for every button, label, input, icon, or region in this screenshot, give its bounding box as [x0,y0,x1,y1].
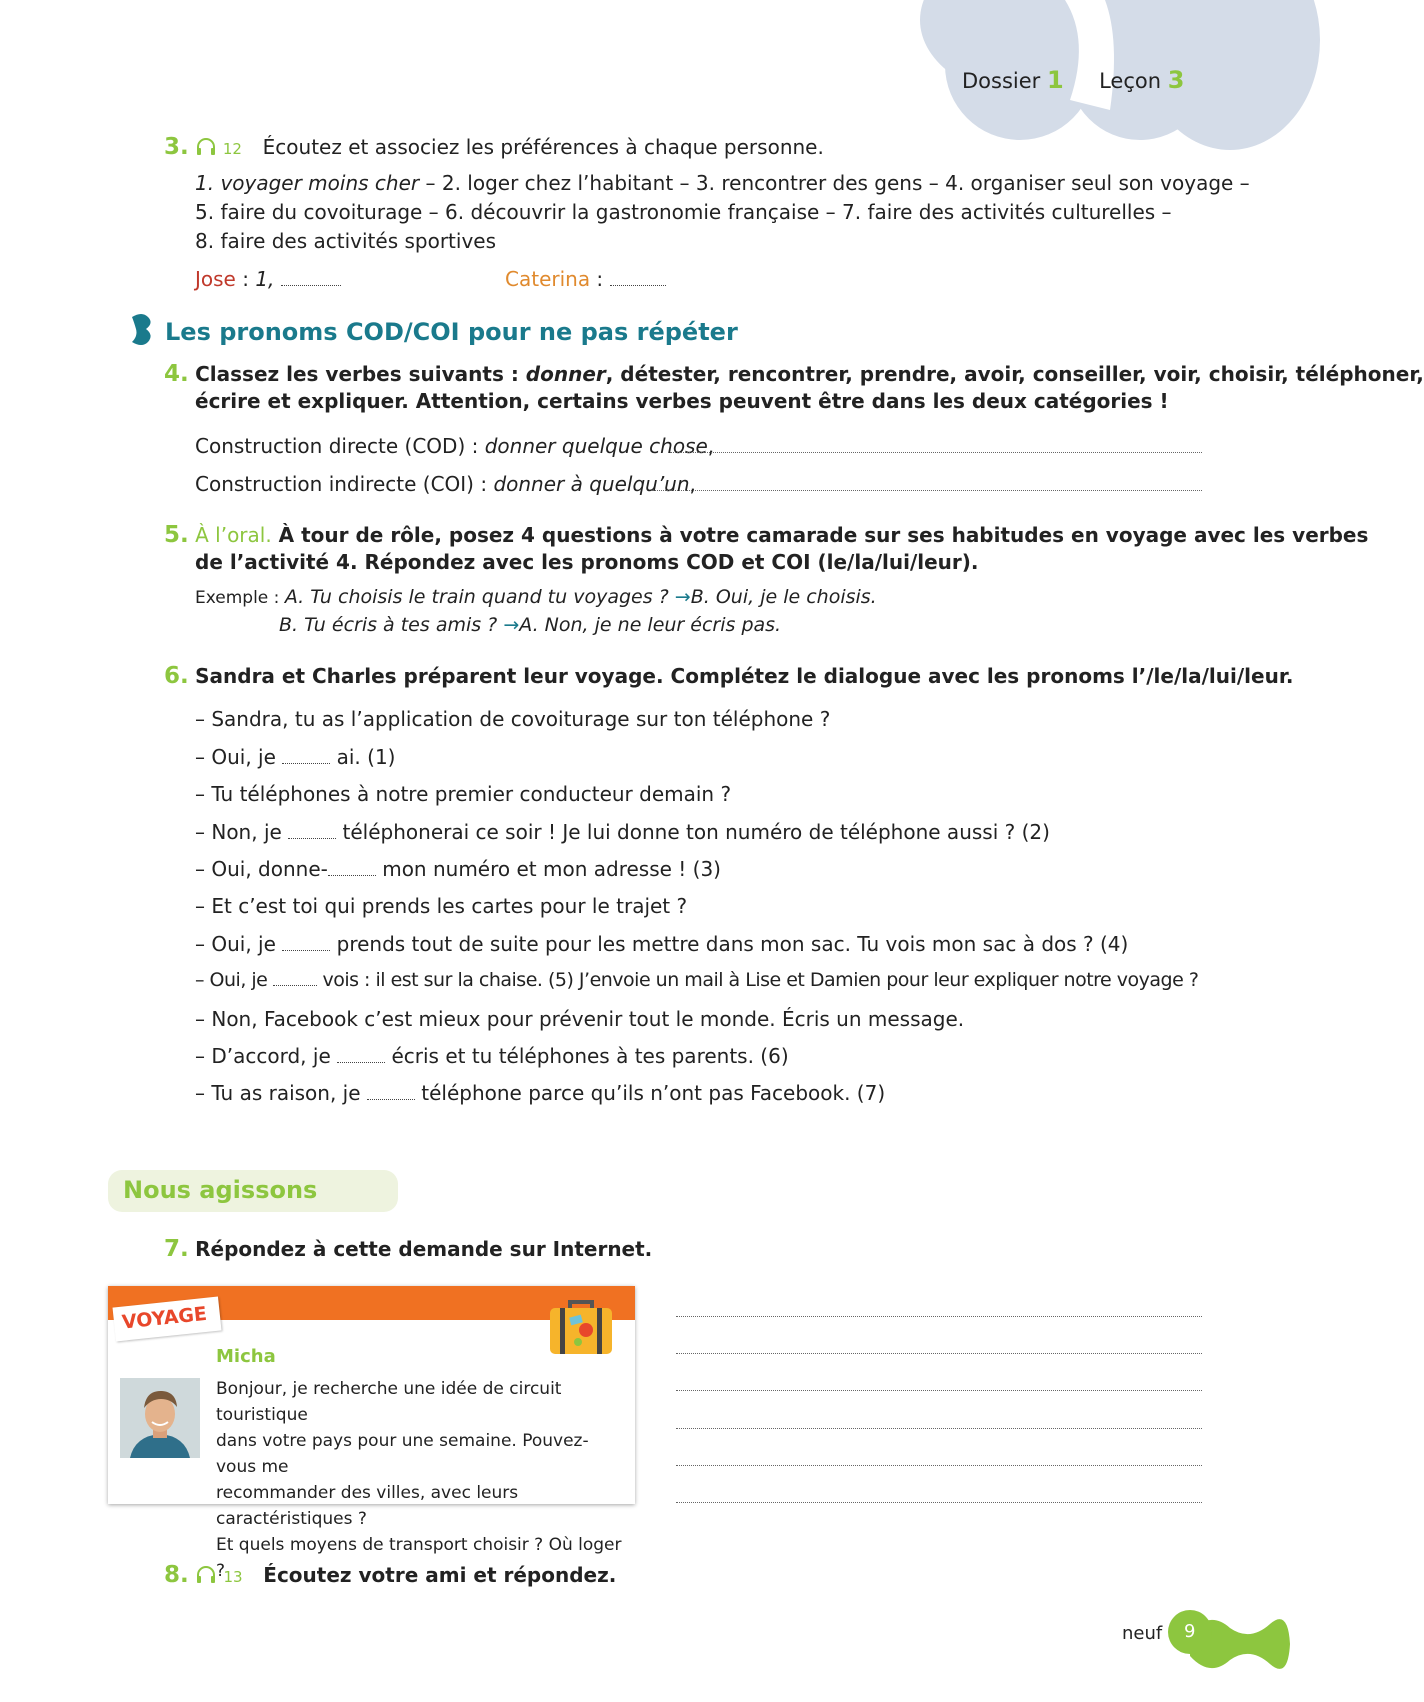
example-answer: A. Non, je ne leur écris pas. [519,614,782,636]
coi-label: Construction indirecte (COI) : [195,472,494,496]
exercise-number: 5. [164,522,189,548]
coi-line [195,472,696,496]
dialogue-text: téléphonerai ce soir ! Je lui donne ton numéro de téléphone aussi ? (2) [336,820,1050,844]
dialogue-line [195,969,1198,991]
dialogue-line [195,782,731,806]
coi-answer-line[interactable] [652,490,1202,491]
example-1 [195,586,877,608]
answer-line[interactable] [676,1428,1202,1429]
header-dossier-lecon [962,66,1184,94]
arrow-icon: → [674,586,691,608]
dialogue-line [195,1044,789,1068]
dossier-number: 1 [1046,66,1064,94]
example-answer: B. Oui, je le choisis. [690,586,877,608]
cod-comma: , [707,434,715,458]
exercise-number: 4. [164,361,189,387]
exercise-5-heading [164,522,1368,548]
dialogue-text: mon numéro et mon adresse ! (3) [375,857,721,881]
caterina-colon: : [590,267,604,291]
cod-answer-line[interactable] [670,452,1202,453]
blank-3[interactable] [328,874,376,876]
avatar [120,1378,200,1458]
dialogue-line [195,820,1050,844]
option-1: 1. voyager moins cher [195,171,420,195]
example-label: Exemple : [195,588,285,608]
example-question: A. Tu choisis le train quand tu voyages ? [284,586,669,608]
caterina-answer [505,267,666,291]
dialogue-text: – Oui, donne- [195,857,328,881]
blank-4[interactable] [282,949,330,951]
exercise-3-heading [164,134,824,160]
exercise-3-line-2: 5. faire du covoiturage – 6. découvrir la gastronomie française – 7. faire des activités culturelles – [195,200,1172,224]
dialogue-text: – Tu as raison, je [195,1081,367,1105]
exercise-4-heading [164,361,1424,387]
dialogue-text: – Tu téléphones à notre premier conducteur demain ? [195,782,732,806]
exercise-instruction: Écoutez votre ami et répondez. [263,1563,617,1587]
oral-label: À l’oral. [195,523,272,547]
cod-line [195,434,714,458]
coi-example: donner à quelqu’un [493,472,690,496]
dialogue-line [195,1007,964,1031]
dialogue-line [195,932,1128,956]
voyage-tag-label: VOYAGE [120,1302,208,1334]
dialogue-text: ai. (1) [330,745,396,769]
exercise-instruction: Répondez à cette demande sur Internet. [195,1237,653,1261]
exercise-number: 6. [164,663,189,689]
dialogue-line [195,745,395,769]
dialogue-text: vois : il est sur la chaise. (5) J’envoie un mail à Lise et Damien pour leur expliquer notre voyage ? [316,969,1199,991]
dialogue-text: – Oui, je [195,745,283,769]
exercise-7-heading [164,1236,652,1262]
section-title: Les pronoms COD/COI pour ne pas répéter [165,318,738,346]
dialogue-text: – Oui, je [195,969,273,991]
dialogue-text: – Sandra, tu as l’application de covoiturage sur ton téléphone ? [195,707,831,731]
exercise-8-heading [164,1562,616,1588]
card-message-line: dans votre pays pour une semaine. Pouvez-vous me [216,1431,589,1477]
jose-label: Jose [195,267,236,291]
caterina-blank[interactable] [610,284,666,286]
suitcase-icon [548,1298,614,1361]
instruction-part: Classez les verbes suivants : [195,362,526,386]
exercise-instruction: Écoutez et associez les préférences à chaque personne. [262,135,824,159]
exercise-number: 8. [164,1562,189,1588]
dialogue-text: – D’accord, je [195,1044,338,1068]
arrow-icon: → [503,614,520,636]
blank-1[interactable] [282,762,330,764]
headphones-icon[interactable] [195,1563,223,1587]
jose-blank[interactable] [281,284,341,286]
instruction-part: , détester, rencontrer, prendre, avoir, conseiller, voir, choisir, téléphoner, [605,362,1424,386]
blank-5[interactable] [273,984,317,986]
answer-line[interactable] [676,1502,1202,1503]
answer-line[interactable] [676,1465,1202,1466]
dialogue-line [195,894,687,918]
exercise-4-instruction-line-2: écrire et expliquer. Attention, certains verbes peuvent être dans les deux catégories ! [195,389,1169,413]
card-author-name: Micha [216,1346,276,1367]
dialogue-line [195,1081,885,1105]
dialogue-line [195,857,721,881]
card-message [216,1376,626,1584]
dialogue-text: – Oui, je [195,932,283,956]
exercise-instruction: Sandra et Charles préparent leur voyage. Complétez le dialogue avec les pronoms l’/le/la/lui/leur. [195,664,1294,688]
dialogue-text: écris et tu téléphones à tes parents. (6) [385,1044,789,1068]
headphones-icon[interactable] [195,138,223,159]
card-message-line: Bonjour, je recherche une idée de circuit touristique [216,1379,562,1425]
dialogue-text: – Et c’est toi qui prends les cartes pour le trajet ? [195,894,688,918]
blank-2[interactable] [288,837,336,839]
jose-answer [195,267,341,291]
example-question: B. Tu écris à tes amis ? [279,614,498,636]
dialogue-text: – Non, Facebook c’est mieux pour prévenir tout le monde. Écris un message. [195,1007,965,1031]
coi-comma: , [689,472,696,496]
jose-colon: : [235,267,256,291]
jose-value: 1, [255,267,275,291]
blank-7[interactable] [367,1098,415,1100]
lecon-label: Leçon [1099,69,1162,93]
card-message-line: recommander des villes, avec leurs caractéristiques ? [216,1483,519,1529]
card-message-line: Et quels moyens de transport choisir ? Où loger ? [216,1535,622,1581]
track-number: 13 [223,1568,243,1586]
answer-line[interactable] [676,1316,1202,1317]
dialogue-text: prends tout de suite pour les mettre dans mon sac. Tu vois mon sac à dos ? (4) [330,932,1129,956]
options-2-4: – 2. loger chez l’habitant – 3. rencontrer des gens – 4. organiser seul son voyage – [419,171,1250,195]
exercise-number: 7. [164,1236,189,1262]
cod-label: Construction directe (COD) : [195,434,485,458]
dialogue-text: téléphone parce qu’ils n’ont pas Facebook. (7) [414,1081,886,1105]
answer-line[interactable] [676,1353,1202,1354]
lecon-number: 3 [1167,66,1185,94]
exercise-3-line-3: 8. faire des activités sportives [195,229,497,253]
exercise-6-heading [164,663,1293,689]
example-2 [279,614,781,636]
cod-example: donner quelque chose [484,434,708,458]
caterina-label: Caterina [505,267,591,291]
blank-6[interactable] [337,1061,385,1063]
instruction-part: À tour de rôle, posez 4 questions à votre camarade sur ses habitudes en voyage avec les verbes [271,523,1369,547]
dialogue-line [195,707,830,731]
track-number: 12 [222,140,242,158]
exercise-number: 3. [164,134,189,160]
dossier-label: Dossier [962,69,1041,93]
answer-line[interactable] [676,1390,1202,1391]
page-number: 9 [1184,1621,1196,1642]
nous-agissons-heading: Nous agissons [123,1176,318,1204]
page-word: neuf [1122,1623,1163,1644]
instruction-italic: donner [525,362,606,386]
exercise-3-line-1 [195,171,1250,195]
dialogue-text: – Non, je [195,820,289,844]
exercise-5-instruction-line-2: de l’activité 4. Répondez avec les pronoms COD et COI (le/la/lui/leur). [195,550,979,574]
